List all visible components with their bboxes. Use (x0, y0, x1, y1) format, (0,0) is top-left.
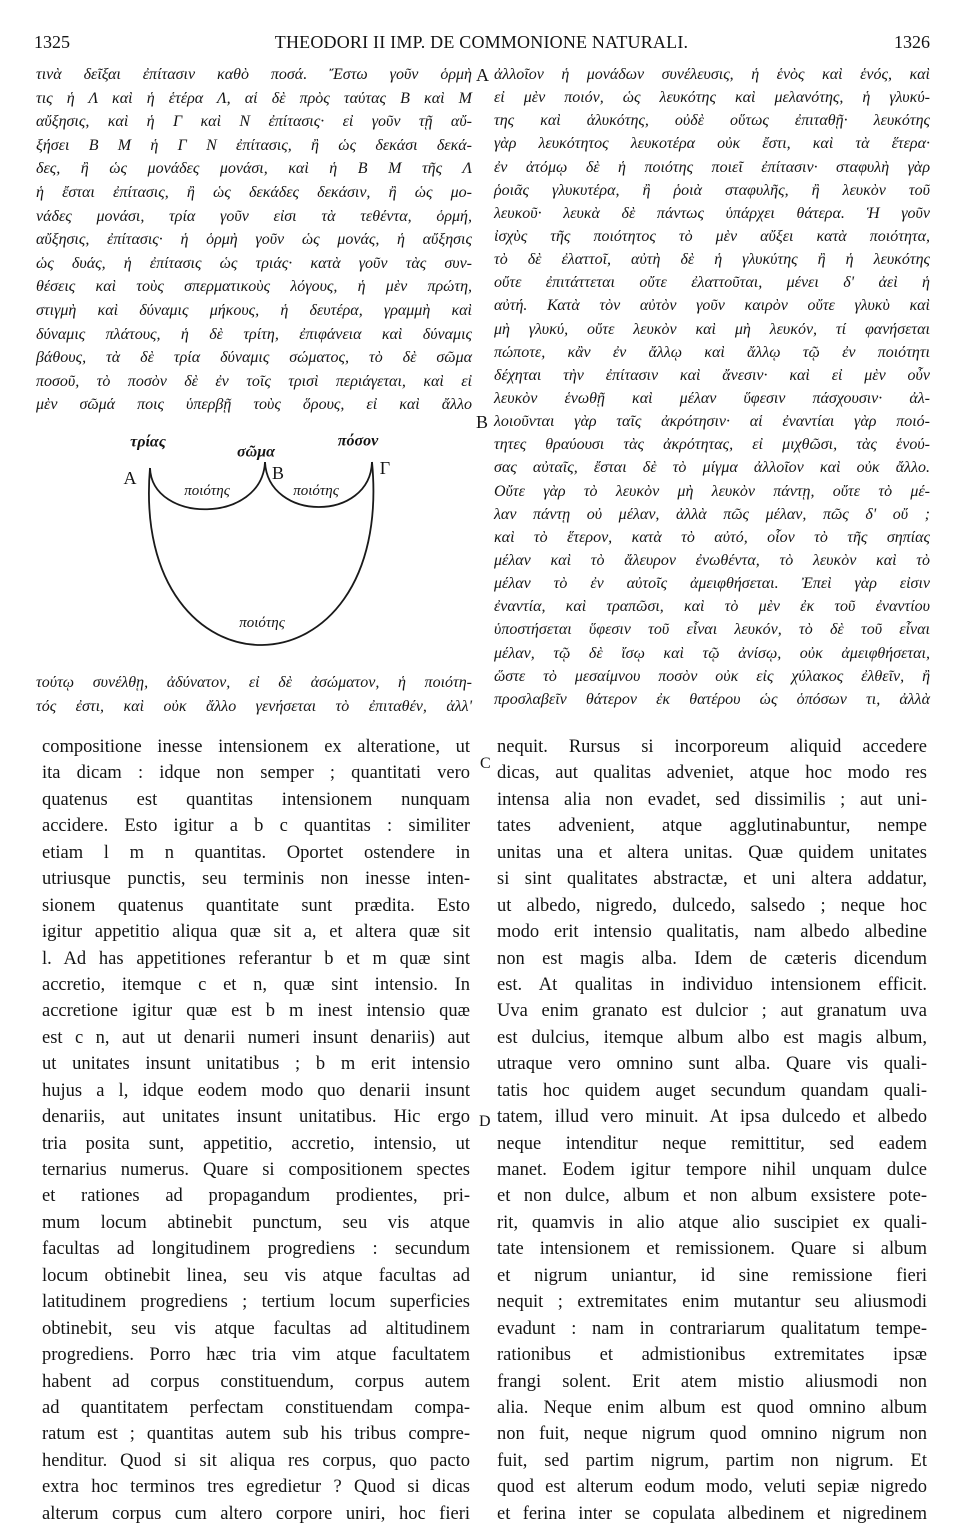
text-line: est dulcius, itemque album albo est magis album, (497, 1027, 927, 1048)
text-line: καὶ τὸ ἕτερον, κατὰ τὸ αὐτό, οἷον τὸ τῆς σηπίας (494, 528, 930, 546)
text-line: quod est alterum eodum modo, veluti sepiæ nigredo (497, 1477, 927, 1498)
text-line: ὥστε τὸ μεσαίμνου ποσὸν οὐκ εἰς χύλακος ἐλθεῖν, ἢ (494, 667, 930, 685)
text-line: accretio, itemque c et n, quæ sint intensio. In (42, 974, 470, 995)
greek-text-column-left-continued (36, 671, 472, 718)
text-line: sionem quatenus quantitate sunt prædita. Esto (42, 895, 470, 916)
text-line: manet. Eodem igitur tempore nihil unquam dulce (497, 1160, 927, 1180)
text-line: latitudinem progrediens ; tertium locum superficies (42, 1292, 470, 1313)
margin-letter-c: C (480, 755, 491, 772)
text-line: της καὶ ἁλυκότης, οὐδὲ οὕτως ἐπιταθῇ· λευκότης (494, 112, 930, 130)
text-line: intensa alia non evadet, sed dissimilis ; aut uni- (497, 789, 927, 810)
text-line: Οὔτε γὰρ τὸ λευκὸν μὴ λευκὸν πάντῃ, οὔτε τὸ μέ- (494, 482, 930, 500)
text-line: τητες θραύουσι τὰς ἀκρότητας, εἰ μιχθῶσι, τὰς ἑνού- (494, 436, 930, 454)
text-line: σας αὐταῖς, ἔσται δὲ τὸ μίγμα ἀλλοῖον καὶ οὐκ ἄλλο. (494, 459, 930, 477)
text-line: modo erit intensio qualitatis, nam albedo albedine (497, 922, 927, 943)
text-line: τούτῳ συνέλθῃ, ἀδύνατον, εἰ δὲ ἀσώματον, ἡ ποιότη- (36, 674, 472, 691)
text-line: et non dulce, album et non album exsistere pote- (497, 1186, 927, 1207)
diagram-label-body: σῶμα (237, 443, 275, 461)
text-line: μέλαν καὶ τὸ ἄλευρον ἐνωθέντα, τὸ λευκὸν καὶ τὸ (494, 551, 930, 569)
diagram-label-triad: τρίας (130, 433, 166, 451)
text-line: dicas, aut qualitas adveniet, atque hoc modo res (497, 763, 927, 784)
text-line: ad quantitatem perfectam constituendam compa- (42, 1397, 470, 1418)
text-line: tria posita sunt, appetitio, accretio, intensio, ut (42, 1133, 470, 1154)
text-line: γὰρ λευκότητος λευκοτέρα οὐκ ἔστι, καὶ τὰ ἕτερα· (494, 135, 930, 153)
margin-letter-b: B (476, 412, 489, 432)
text-line: ῥοιᾶς γλυκυτέρα, ἢ ῥοιὰ σταφυλῆς, ἢ λευκὸν τοῦ (494, 181, 930, 199)
text-line: τινὰ δεῖξαι ἐπίτασιν καθὸ ποσά. Ἔστω γοῦν ὁρμὴ (36, 66, 472, 83)
text-line: locum obtinebit linea, seu vis atque facultas ad (42, 1265, 470, 1286)
text-line: unitas una et altera unitas. Quæ quidem unitates (497, 842, 927, 863)
diagram-label-quantity: πόσον (337, 432, 379, 450)
text-line: βάθους, τὰ δὲ τρία δύναμις σώματος, τὸ δὲ σῶμα (36, 349, 472, 367)
page-number-left: 1325 (34, 32, 70, 52)
text-line: ἐν ἀτόμῳ δὲ ἡ ποιότης ποιεῖ ἐπίτασιν· σταφυλὴ γὰρ (494, 158, 930, 176)
text-line: evadunt : nam in contrariarum qualitatum tempe- (497, 1318, 927, 1339)
text-line: et nigrum uniantur, id sine remissione fieri (497, 1265, 927, 1286)
greek-text-column-right (494, 63, 930, 711)
text-line: neque intenditur neque remittitur, sed eadem (497, 1133, 927, 1154)
text-line: θέσεις καὶ τοὺς σπερματικοὺς λόγους, ἡ μὲν πρώτη, (36, 278, 472, 296)
text-line: στιγμὴ καὶ δύναμις μήκους, ἡ δευτέρα, γραμμὴ καὶ (36, 301, 472, 319)
text-line: αὐτή. Κατὰ τὸν αὐτὸν γοῦν καιρὸν οὔτε γλυκὺ καὶ (494, 297, 930, 315)
text-line: δες, ἢ ὡς μονάδες μονάσι, καὶ ἡ Β Μ τῆς Λ (36, 160, 472, 178)
text-line: ὑποστήσεται ὕφεσιν τοῦ εἶναι λευκόν, τὸ δὲ τοῦ εἶναι (494, 621, 930, 639)
text-line: est. At qualitas in individuo intensionem efficit. (497, 974, 927, 995)
text-line: αὔξησις, καὶ ἡ Γ καὶ Ν ἐπίτασις· εἰ γοῦν τῇ αὔ- (36, 113, 472, 131)
text-line: οὔτε ἐπιτάττεται οὔτε ἐλαττοῦται, μένει δ' ἀεὶ ἡ (494, 274, 930, 292)
diagram-label-quality-bottom: ποιότης (239, 615, 285, 631)
text-line: τός ἐστι, καὶ οὐκ ἄλλο γενήσεται τὸ ἐπιταθέν, ἀλλ' (36, 697, 472, 715)
text-line: fuit, sed partim nigrum, partim non nigrum. Et (497, 1450, 927, 1471)
text-line: ἰσχὺς τῆς ποιότητος τὸ μὲν αὔξει κατὰ ποιότητα, (494, 227, 930, 245)
latin-text-column-left (42, 734, 470, 1527)
text-line: obtinebit, seu vis atque facultas ad altitudinem (42, 1318, 470, 1339)
text-line: nequit ; extremitates enim mutantur seu aliusmodi (497, 1292, 927, 1313)
text-line: etiam l m n quantitas. Oportet ostendere in (42, 842, 470, 863)
text-line: habent ad corpus constituendum, corpus autem (42, 1371, 470, 1392)
text-line: rit, quamvis in alio atque alio suscipiet ex quali- (497, 1212, 927, 1233)
text-line: ποσοῦ, τὸ ποσὸν δὲ ἐν τοῖς τρισὶ περιάγεται, καὶ εἰ (36, 372, 472, 390)
page-number-right: 1326 (894, 32, 930, 52)
text-line: ut unitates insunt unitatibus ; b m erit intensio (42, 1054, 470, 1075)
text-line: utriusque punctis, seu terminis non inesse inten- (42, 869, 470, 890)
text-line: ἀλλοῖον ἡ μονάδων συνέλευσις, ἡ ἑνὸς καὶ ἑνός, καὶ (494, 66, 930, 83)
text-line: tatem, illud vero minuit. At ipsa dulcedo et albedo (497, 1107, 927, 1128)
text-line: εἰ μὲν ποιόν, ὡς λευκότης καὶ μελανότης, ἡ γλυκύ- (494, 89, 930, 107)
text-line: tatis hoc quidem auget secundum quandam quali- (497, 1080, 927, 1101)
text-line: hujus a l, idque eodem modo quo denarii insunt (42, 1080, 470, 1101)
text-line: compositione inesse intensionem ex alteratione, ut (42, 737, 470, 757)
diagram-label-quality-right: ποιότης (293, 483, 339, 499)
text-line: et rationes ad propagandum prodientes, pri- (42, 1186, 470, 1207)
diagram-point-a: Α (123, 468, 137, 488)
text-line: ἐναντία, καὶ τραπῶσι, καὶ τὸ μὲν ἐκ τοῦ ἐναντίου (494, 598, 930, 616)
text-line: αὔξησις, ἐπίτασις· ἡ ὁρμὴ γοῦν ὡς μονάς, ἡ αὔξησις (36, 231, 472, 249)
text-line: πώποτε, κἂν ἐν ἄλλῳ καὶ ἄλλῳ τῷ ἐν ποιότητι (494, 343, 930, 361)
text-line: facultas ad longitudinem progrediens : secundum (42, 1239, 470, 1260)
text-line: l. Ad has appetitiones referantur b et m quæ sint (42, 948, 470, 969)
text-line: ἡ ἔσται ἐπίτασις, ἢ ὡς δεκάδες δεκάσιν, ἢ ὡς μο- (36, 183, 472, 201)
text-line: ξήσει Β Μ ἡ Γ Ν ἐπίτασις, ἢ ὡς δεκάσι δεκά- (36, 136, 472, 154)
text-line: si sint qualitates abstractæ, et uni altera addatur, (497, 869, 927, 890)
text-line: μὲν σῶμά ποις ὑπερβῇ τοὺς ὅρους, εἰ καὶ ἄλλο (36, 396, 472, 414)
text-line: ut albedo, nigredo, dulcedo, salsedo ; neque hoc (497, 895, 927, 916)
running-title: THEODORI II IMP. DE COMMONIONE NATURALI. (274, 32, 689, 52)
text-line: ὡς δυάς, ἡ ἐπίτασις ὡς τριάς· κατὰ γοῦν τὰς συν- (36, 254, 472, 272)
text-line: μέλαν, τῷ δὲ ἴσῳ καὶ τῷ ἀνίσῳ, οὐκ ἀμειφθήσεται, (494, 644, 930, 662)
latin-text-column-right (497, 734, 927, 1527)
text-line: denariis, aut unitates insunt unitatibus. Hic ergo (42, 1107, 470, 1128)
text-line: τὸ δὲ ἐλαττοῖ, αὐτὴ δὲ ἡ γλυκύτης ἢ ἡ λευκότης (494, 251, 930, 269)
diagram-point-c: Γ (379, 458, 391, 478)
margin-letter-d: D (479, 1113, 491, 1130)
text-line: alterum corpus cum altero corpore uniri, hoc fieri (42, 1503, 470, 1524)
text-line: quatenus est quantitas intensionem nunquam (42, 789, 470, 810)
text-line: frangi solent. Erit atem mistio aliusmodi non (497, 1371, 927, 1392)
text-line: μὴ γλυκύ, οὔτε λευκὸν καὶ μὴ λευκόν, τί φανήσεται (494, 320, 930, 338)
text-line: λευκοῦ· λευκὰ δὲ πάντως ὑπάρχει θάτερα. Ἡ γοῦν (494, 204, 930, 222)
text-line: νάδες μονάσι, τρία γοῦν εἰσι τὰ τεθέντα, ὁρμή, (36, 207, 472, 225)
text-line: tate intensionem et remissionem. Quare si album (497, 1239, 927, 1260)
text-line: ternarius numerus. Quare si compositionem spectes (42, 1160, 470, 1180)
text-line: rationibus et admistionibus extremitates ipsæ (497, 1345, 927, 1366)
text-line: accretione igitur quæ est b m inest intensio quæ (42, 1001, 470, 1022)
text-line: est c n, aut ut denarii numeri insunt denariis) aut (42, 1027, 470, 1048)
text-line: utraque vero omnino sunt alba. Quare vis quali- (497, 1054, 927, 1075)
diagram-label-quality-left: ποιότης (184, 483, 230, 499)
text-line: ratum est ; quantitas autem sub his tribus compre- (42, 1424, 470, 1445)
text-line: tates advenient, atque agglutinabuntur, nempe (497, 816, 927, 837)
text-line: λευκὸν ἑνωθῇ καὶ μέλαν ὕφεσιν πάσχουσιν· ἀλ- (494, 389, 930, 407)
text-line: extra hoc terminos tres egredietur ? Quod si dicas (42, 1477, 470, 1498)
text-line: προσλαβεῖν θάτερον ἐκ θατέρου ὡς ὁπόσων τι, ἀλλὰ (494, 690, 930, 708)
text-line: τις ἡ Λ καὶ ἡ ἑτέρα Λ, αἱ δὲ πρὸς ταύτας Β καὶ Μ (36, 89, 472, 107)
text-line: λαν πάντῃ οὐ μέλαν, ἀλλὰ πῶς μέλαν, πῶς δ' οὔ ; (494, 505, 930, 523)
text-line: accidere. Esto igitur a b c quantitas : similiter (42, 816, 470, 837)
text-line: nequit. Rursus si incorporeum aliquid accedere (497, 737, 927, 757)
text-line: δύναμις πλάτους, ἡ δὲ τρίτη, ἐπιφάνεια καὶ δύναμις (36, 325, 472, 343)
text-line: mum locum abtinebit punctum, seu vis atque (42, 1212, 470, 1233)
text-line: igitur appetitio aliqua quæ sit a, et altera quæ sit (42, 922, 470, 943)
text-line: Uva enim granato est dulcior ; aut granatum uva (497, 1001, 927, 1022)
text-line: δέχηται τὴν ἐπίτασιν καὶ ἄνεσιν· καὶ εἰ μὲν οὖν (494, 366, 930, 384)
text-line: μέλαν τὸ ἐν αὐτοῖς ἀμειφθήσεται. Ἐπεὶ γὰρ εἰσιν (494, 575, 930, 593)
text-line: progrediens. Porro hæc tria vim atque facultatem (42, 1345, 470, 1366)
text-line: henditur. Quod si sit aliqua res corpus, quo pacto (42, 1450, 470, 1471)
text-line: non fuit, neque nigrum quod omnino nigrum non (497, 1424, 927, 1445)
text-line: λοιοῦνται γὰρ ταῖς ἀκρότησιν· αἱ ἐναντίαι γὰρ ποιό- (494, 413, 930, 431)
text-line: ita dicam : idque non semper ; quantitati vero (42, 763, 470, 784)
text-line: non est magis alba. Idem de cæteris dicendum (497, 948, 927, 969)
diagram-point-b: Β (271, 463, 285, 483)
diagram (90, 420, 410, 660)
greek-text-column-left (36, 63, 472, 417)
text-line: et ferina inter se copulata albedinem et nigredinem (497, 1503, 927, 1524)
text-line: alia. Neque enim album est quod omnino album (497, 1397, 927, 1418)
margin-letter-a: A (476, 65, 489, 85)
